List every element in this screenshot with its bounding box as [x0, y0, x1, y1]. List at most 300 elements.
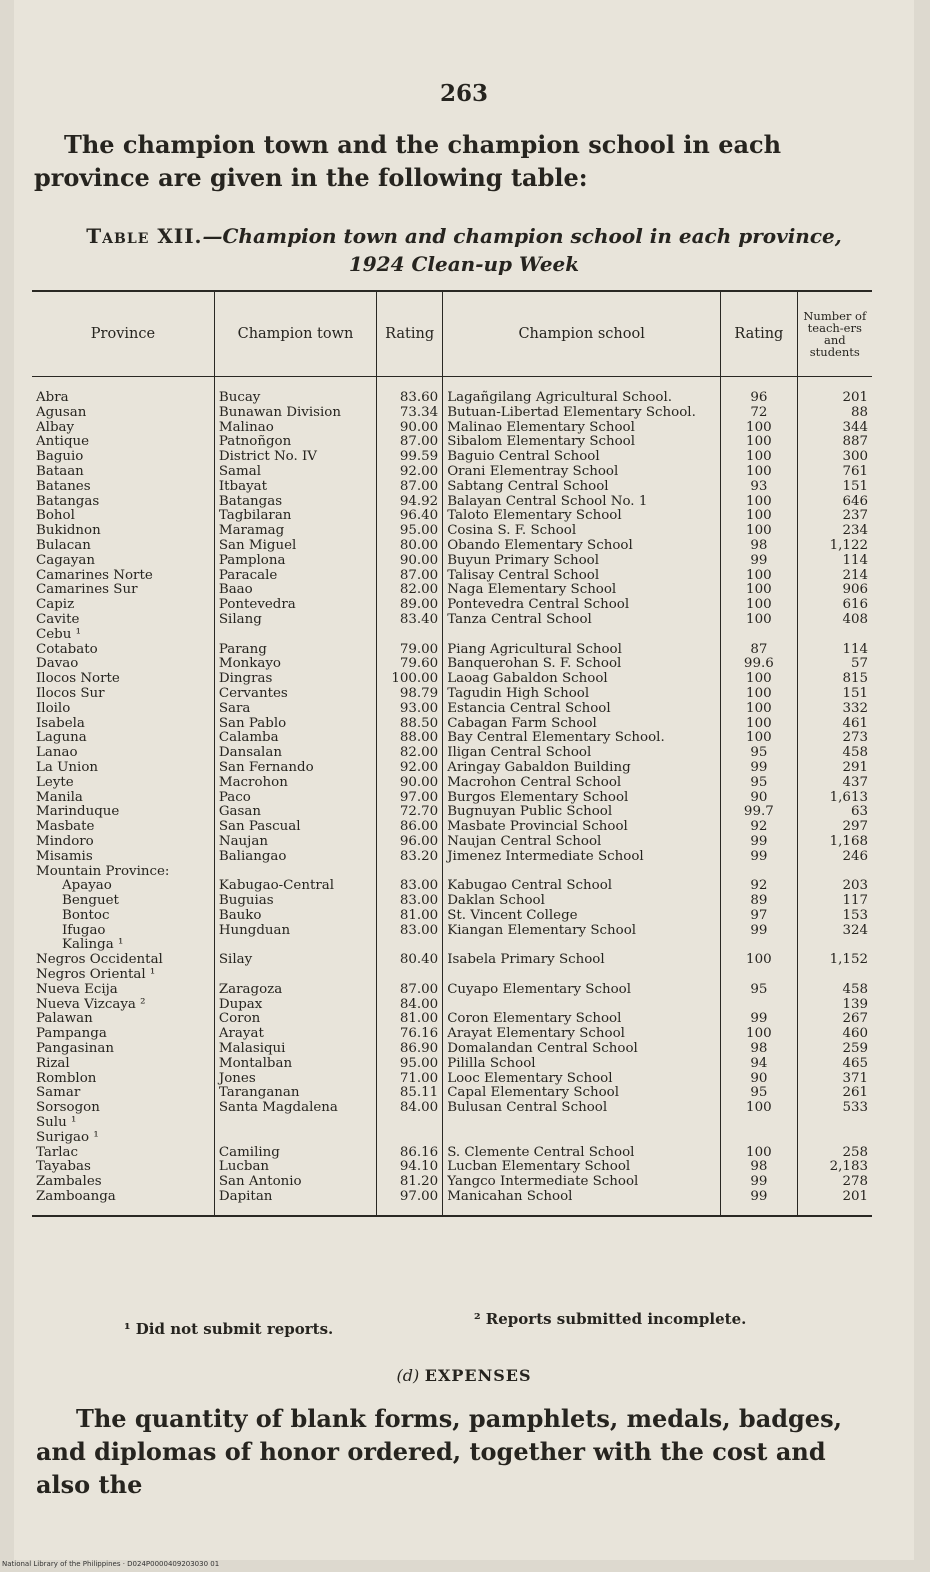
cell-town: Camiling — [214, 1146, 376, 1161]
cell-school-rating — [721, 865, 797, 880]
table-row — [32, 377, 872, 406]
cell-province: Bontoc — [62, 908, 110, 923]
cell-school — [443, 865, 721, 880]
cell-count: 437 — [797, 776, 872, 791]
cell-school-rating: 100 — [721, 495, 797, 510]
cell-town-rating: 83.20 — [377, 850, 443, 865]
cell-school: Kabugao Central School — [443, 879, 721, 894]
table-row — [32, 953, 872, 968]
cell-province: Laguna — [36, 731, 87, 746]
cell-count: 458 — [797, 746, 872, 761]
cell-count: 458 — [797, 983, 872, 998]
cell-school: Iligan Central School — [443, 746, 721, 761]
cell-school-rating: 100 — [721, 583, 797, 598]
cell-town-rating: 80.40 — [377, 953, 443, 968]
cell-town-rating: 88.00 — [377, 731, 443, 746]
table-row — [32, 657, 872, 672]
cell-school-rating: 99 — [721, 554, 797, 569]
cell-count: 297 — [797, 820, 872, 835]
cell-town-rating: 88.50 — [377, 717, 443, 732]
cell-school: Estancia Central School — [443, 702, 721, 717]
cell-school: Tanza Central School — [443, 613, 721, 628]
table-row — [32, 717, 872, 732]
cell-school: Kiangan Elementary School — [443, 924, 721, 939]
cell-town: San Pablo — [214, 717, 376, 732]
cell-school: Baguio Central School — [443, 450, 721, 465]
table-row — [32, 805, 872, 820]
cell-town — [214, 628, 376, 643]
cell-town: Silay — [214, 953, 376, 968]
cell-town-rating: 89.00 — [377, 598, 443, 613]
cell-school: Butuan-Libertad Elementary School. — [443, 406, 721, 421]
cell-town-rating: 96.00 — [377, 835, 443, 850]
cell-town-rating: 72.70 — [377, 805, 443, 820]
table-row — [32, 406, 872, 421]
cell-school-rating — [721, 968, 797, 983]
cell-town-rating: 98.79 — [377, 687, 443, 702]
header-champion-town: Champion town — [214, 291, 376, 377]
cell-school: Tagudin High School — [443, 687, 721, 702]
cell-school-rating: 99 — [721, 835, 797, 850]
cell-province: Tarlac — [36, 1145, 79, 1160]
cell-town-rating: 83.00 — [377, 924, 443, 939]
cell-school-rating: 89 — [721, 894, 797, 909]
cell-school-rating: 100 — [721, 465, 797, 480]
table-row — [32, 746, 872, 761]
cell-town: Silang — [214, 613, 376, 628]
cell-school: Arayat Elementary School — [443, 1027, 721, 1042]
cell-town: Itbayat — [214, 480, 376, 495]
document-page — [14, 0, 914, 1560]
cell-province: Rizal — [36, 1056, 70, 1071]
cell-count: 88 — [797, 406, 872, 421]
cell-town-rating — [377, 1131, 443, 1146]
cell-town-rating: 87.00 — [377, 569, 443, 584]
table-row — [32, 1042, 872, 1057]
cell-town-rating: 82.00 — [377, 583, 443, 598]
cell-town: Samal — [214, 465, 376, 480]
cell-town-rating: 87.00 — [377, 435, 443, 450]
cell-count — [797, 628, 872, 643]
cell-town: Hungduan — [214, 924, 376, 939]
cell-school-rating: 72 — [721, 406, 797, 421]
cell-town-rating: 87.00 — [377, 983, 443, 998]
cell-town-rating — [377, 865, 443, 880]
cell-town: Pontevedra — [214, 598, 376, 613]
cell-school-rating: 100 — [721, 524, 797, 539]
cell-school-rating: 94 — [721, 1057, 797, 1072]
table-row — [32, 1072, 872, 1087]
cell-school-rating: 100 — [721, 1146, 797, 1161]
table-row — [32, 909, 872, 924]
cell-town-rating: 99.59 — [377, 450, 443, 465]
cell-province: Mindoro — [36, 834, 94, 849]
cell-town: Paco — [214, 791, 376, 806]
cell-school: Aringay Gabaldon Building — [443, 761, 721, 776]
cell-town-rating: 86.00 — [377, 820, 443, 835]
cell-province: Davao — [36, 657, 79, 672]
cell-school: Manicahan School — [443, 1190, 721, 1216]
cell-province: Bukidnon — [36, 524, 101, 539]
table-row — [32, 968, 872, 983]
cell-school: Macrohon Central School — [443, 776, 721, 791]
cell-province: Camarines Sur — [36, 583, 138, 598]
cell-school-rating: 100 — [721, 435, 797, 450]
cell-town: Gasan — [214, 805, 376, 820]
cell-school — [443, 1131, 721, 1146]
cell-school-rating: 99 — [721, 1012, 797, 1027]
cell-town: Buguias — [214, 894, 376, 909]
cell-school: Naujan Central School — [443, 835, 721, 850]
cell-town: Bucay — [214, 377, 376, 406]
table-row — [32, 598, 872, 613]
cell-school-rating: 100 — [721, 672, 797, 687]
cell-count: 2,183 — [797, 1160, 872, 1175]
cell-town-rating: 76.16 — [377, 1027, 443, 1042]
table-row — [32, 1086, 872, 1101]
cell-town-rating: 82.00 — [377, 746, 443, 761]
cell-count — [797, 938, 872, 953]
cell-town-rating — [377, 938, 443, 953]
cell-town: San Pascual — [214, 820, 376, 835]
table-row — [32, 583, 872, 598]
cell-count: 258 — [797, 1146, 872, 1161]
cell-count: 465 — [797, 1057, 872, 1072]
cell-town: San Antonio — [214, 1175, 376, 1190]
cell-school: Masbate Provincial School — [443, 820, 721, 835]
cell-town-rating: 81.00 — [377, 909, 443, 924]
cell-count: 1,613 — [797, 791, 872, 806]
table-body — [32, 377, 872, 1216]
cell-town-rating: 80.00 — [377, 539, 443, 554]
cell-count: 761 — [797, 465, 872, 480]
cell-school-rating: 99.7 — [721, 805, 797, 820]
cell-school-rating: 100 — [721, 702, 797, 717]
cell-school-rating: 95 — [721, 776, 797, 791]
table-row — [32, 450, 872, 465]
section-title: EXPENSES — [424, 1366, 532, 1385]
cell-town-rating: 97.00 — [377, 1190, 443, 1216]
cell-school-rating: 97 — [721, 909, 797, 924]
footnote-1: ¹ Did not submit reports. — [124, 1320, 334, 1338]
section-label: (d) — [396, 1366, 420, 1385]
table-row — [32, 731, 872, 746]
table-row — [32, 791, 872, 806]
table-row — [32, 672, 872, 687]
cell-province: Negros Oriental ¹ — [36, 968, 156, 983]
cell-town: Macrohon — [214, 776, 376, 791]
cell-school: St. Vincent College — [443, 909, 721, 924]
cell-school-rating: 100 — [721, 598, 797, 613]
table-header-row — [32, 291, 872, 377]
cell-town: Dingras — [214, 672, 376, 687]
champion-table — [32, 290, 872, 1217]
table-row — [32, 687, 872, 702]
cell-count: 646 — [797, 495, 872, 510]
cell-town-rating: 84.00 — [377, 998, 443, 1013]
cell-school — [443, 938, 721, 953]
cell-school-rating: 100 — [721, 1101, 797, 1116]
cell-school: Bulusan Central School — [443, 1101, 721, 1116]
cell-count: 201 — [797, 1190, 872, 1216]
cell-town: Malinao — [214, 421, 376, 436]
cell-school-rating: 100 — [721, 953, 797, 968]
cell-school-rating — [721, 628, 797, 643]
cell-province: Apayao — [62, 879, 112, 894]
cell-town: San Miguel — [214, 539, 376, 554]
cell-school: Taloto Elementary School — [443, 509, 721, 524]
cell-town: Zaragoza — [214, 983, 376, 998]
cell-town-rating: 86.16 — [377, 1146, 443, 1161]
cell-town-rating: 73.34 — [377, 406, 443, 421]
table-row — [32, 435, 872, 450]
cell-town-rating: 79.60 — [377, 657, 443, 672]
cell-province: Baguio — [36, 450, 84, 465]
cell-school-rating — [721, 998, 797, 1013]
cell-school-rating: 87 — [721, 643, 797, 658]
cell-province: Sorsogon — [36, 1101, 100, 1116]
cell-town-rating: 83.00 — [377, 894, 443, 909]
cell-school: Lucban Elementary School — [443, 1160, 721, 1175]
cell-province: Sulu ¹ — [36, 1116, 77, 1131]
cell-town: Calamba — [214, 731, 376, 746]
cell-count: 114 — [797, 554, 872, 569]
cell-town: Lucban — [214, 1160, 376, 1175]
cell-town — [214, 1116, 376, 1131]
cell-school-rating: 100 — [721, 569, 797, 584]
cell-school: Bugnuyan Public School — [443, 805, 721, 820]
page-number: 263 — [439, 80, 488, 107]
cell-town-rating: 87.00 — [377, 480, 443, 495]
cell-town-rating: 90.00 — [377, 421, 443, 436]
cell-school: Isabela Primary School — [443, 953, 721, 968]
cell-school-rating: 95 — [721, 983, 797, 998]
cell-town-rating: 83.60 — [377, 377, 443, 406]
table-row — [32, 480, 872, 495]
cell-school — [443, 1116, 721, 1131]
cell-count: 616 — [797, 598, 872, 613]
cell-count: 246 — [797, 850, 872, 865]
cell-province: Isabela — [36, 716, 85, 731]
cell-count: 151 — [797, 687, 872, 702]
cell-school-rating: 92 — [721, 879, 797, 894]
cell-school-rating: 99 — [721, 924, 797, 939]
cell-school-rating: 98 — [721, 1042, 797, 1057]
cell-town-rating: 97.00 — [377, 791, 443, 806]
cell-province: Camarines Norte — [36, 568, 153, 583]
cell-school-rating: 100 — [721, 509, 797, 524]
cell-town-rating: 95.00 — [377, 1057, 443, 1072]
cell-town-rating: 86.90 — [377, 1042, 443, 1057]
cell-province: Cavite — [36, 612, 80, 627]
cell-province: Bataan — [36, 464, 84, 479]
cell-town: Pamplona — [214, 554, 376, 569]
cell-school: Pililla School — [443, 1057, 721, 1072]
cell-count: 371 — [797, 1072, 872, 1087]
cell-town: Monkayo — [214, 657, 376, 672]
cell-town: Tagbilaran — [214, 509, 376, 524]
table-row — [32, 1116, 872, 1131]
cell-school: Buyun Primary School — [443, 554, 721, 569]
cell-town-rating: 92.00 — [377, 465, 443, 480]
cell-school-rating: 100 — [721, 731, 797, 746]
cell-school-rating: 100 — [721, 687, 797, 702]
cell-town: Bunawan Division — [214, 406, 376, 421]
footnote-2: ² Reports submitted incomplete. — [474, 1310, 747, 1328]
cell-town-rating: 81.00 — [377, 1012, 443, 1027]
cell-province: Nueva Vizcaya ² — [36, 997, 146, 1012]
cell-province: Albay — [36, 420, 75, 435]
cell-province: Nueva Ecija — [36, 982, 118, 997]
table-row — [32, 924, 872, 939]
cell-town-rating: 71.00 — [377, 1072, 443, 1087]
cell-school: Looc Elementary School — [443, 1072, 721, 1087]
cell-town: Naujan — [214, 835, 376, 850]
cell-count — [797, 968, 872, 983]
cell-town: Dupax — [214, 998, 376, 1013]
cell-province: Abra — [36, 390, 69, 405]
cell-count: 815 — [797, 672, 872, 687]
cell-town: Patnoñgon — [214, 435, 376, 450]
cell-province: Cagayan — [36, 553, 95, 568]
table-row — [32, 628, 872, 643]
cell-count: 201 — [797, 377, 872, 406]
table-row — [32, 1057, 872, 1072]
cell-town: Batangas — [214, 495, 376, 510]
cell-count: 261 — [797, 1086, 872, 1101]
cell-school: Coron Elementary School — [443, 1012, 721, 1027]
cell-province: Masbate — [36, 820, 95, 835]
cell-school: Obando Elementary School — [443, 539, 721, 554]
cell-province: Pampanga — [36, 1027, 107, 1042]
cell-province: Benguet — [62, 894, 119, 909]
cell-school: Jimenez Intermediate School — [443, 850, 721, 865]
cell-province: Marinduque — [36, 805, 120, 820]
table-title: —Champion town and champion school in each province, — [202, 224, 842, 248]
cell-count: 533 — [797, 1101, 872, 1116]
cell-count — [797, 865, 872, 880]
cell-count — [797, 1116, 872, 1131]
cell-province: Surigao ¹ — [36, 1130, 99, 1145]
cell-school-rating: 100 — [721, 421, 797, 436]
cell-town: Parang — [214, 643, 376, 658]
cell-town: Dapitan — [214, 1190, 376, 1216]
header-town-rating: Rating — [377, 291, 443, 377]
table-row — [32, 613, 872, 628]
table-row — [32, 865, 872, 880]
cell-province: Antique — [36, 435, 90, 450]
cell-province: Zamboanga — [36, 1190, 116, 1205]
cell-province: Manila — [36, 790, 83, 805]
cell-school: Piang Agricultural School — [443, 643, 721, 658]
cell-count: 114 — [797, 643, 872, 658]
cell-count: 234 — [797, 524, 872, 539]
cell-school: Bay Central Elementary School. — [443, 731, 721, 746]
cell-school-rating: 98 — [721, 539, 797, 554]
cell-province: Batanes — [36, 479, 91, 494]
table-row — [32, 1175, 872, 1190]
table-row — [32, 1146, 872, 1161]
cell-province: Cebu ¹ — [36, 627, 81, 642]
cell-town: Paracale — [214, 569, 376, 584]
cell-count: 344 — [797, 421, 872, 436]
cell-count: 117 — [797, 894, 872, 909]
cell-count: 408 — [797, 613, 872, 628]
cell-school-rating: 99 — [721, 1190, 797, 1216]
cell-school: Orani Elementray School — [443, 465, 721, 480]
table-caption — [54, 222, 874, 278]
cell-count: 1,168 — [797, 835, 872, 850]
cell-school: Capal Elementary School — [443, 1086, 721, 1101]
cell-province: Bohol — [36, 509, 75, 524]
table-row — [32, 1012, 872, 1027]
cell-school: Domalandan Central School — [443, 1042, 721, 1057]
cell-town-rating: 84.00 — [377, 1101, 443, 1116]
table-row — [32, 835, 872, 850]
cell-school-rating: 93 — [721, 480, 797, 495]
cell-school: Sibalom Elementary School — [443, 435, 721, 450]
cell-town — [214, 968, 376, 983]
cell-count: 332 — [797, 702, 872, 717]
cell-school-rating: 99.6 — [721, 657, 797, 672]
cell-town: Arayat — [214, 1027, 376, 1042]
cell-town: Sara — [214, 702, 376, 717]
cell-town: District No. IV — [214, 450, 376, 465]
library-credit: National Library of the Philippines · D024P0000409203030 01 — [2, 1560, 220, 1568]
cell-count: 139 — [797, 998, 872, 1013]
table-subtitle: 1924 Clean-up Week — [348, 252, 580, 276]
outro-paragraph: The quantity of blank forms, pamphlets, medals, badges, and diplomas of honor ordered, together with the cost and also the — [36, 1404, 842, 1499]
table-row — [32, 524, 872, 539]
cell-count: 63 — [797, 805, 872, 820]
cell-town-rating — [377, 628, 443, 643]
cell-province: Romblon — [36, 1071, 97, 1086]
cell-school: Cabagan Farm School — [443, 717, 721, 732]
cell-town-rating: 85.11 — [377, 1086, 443, 1101]
table-row — [32, 1027, 872, 1042]
cell-school-rating: 99 — [721, 850, 797, 865]
cell-school — [443, 968, 721, 983]
cell-school-rating: 100 — [721, 1027, 797, 1042]
cell-school-rating: 98 — [721, 1160, 797, 1175]
header-province: Province — [32, 291, 214, 377]
table-row — [32, 879, 872, 894]
table-row — [32, 569, 872, 584]
table-row — [32, 1160, 872, 1175]
cell-school: Lagañgilang Agricultural School. — [443, 377, 721, 406]
cell-town: Coron — [214, 1012, 376, 1027]
cell-count: 291 — [797, 761, 872, 776]
cell-school-rating: 92 — [721, 820, 797, 835]
table-row — [32, 776, 872, 791]
cell-province: Lanao — [36, 746, 78, 761]
cell-province: Cotabato — [36, 642, 98, 657]
cell-count: 906 — [797, 583, 872, 598]
cell-town-rating: 81.20 — [377, 1175, 443, 1190]
table-row — [32, 1190, 872, 1216]
table-row — [32, 421, 872, 436]
cell-count: 214 — [797, 569, 872, 584]
cell-town: Kabugao-Central — [214, 879, 376, 894]
cell-town-rating — [377, 1116, 443, 1131]
cell-count — [797, 1131, 872, 1146]
cell-school: Pontevedra Central School — [443, 598, 721, 613]
cell-school: Cosina S. F. School — [443, 524, 721, 539]
cell-school-rating — [721, 1131, 797, 1146]
cell-province: Misamis — [36, 849, 93, 864]
table-row — [32, 820, 872, 835]
cell-town: Taranganan — [214, 1086, 376, 1101]
